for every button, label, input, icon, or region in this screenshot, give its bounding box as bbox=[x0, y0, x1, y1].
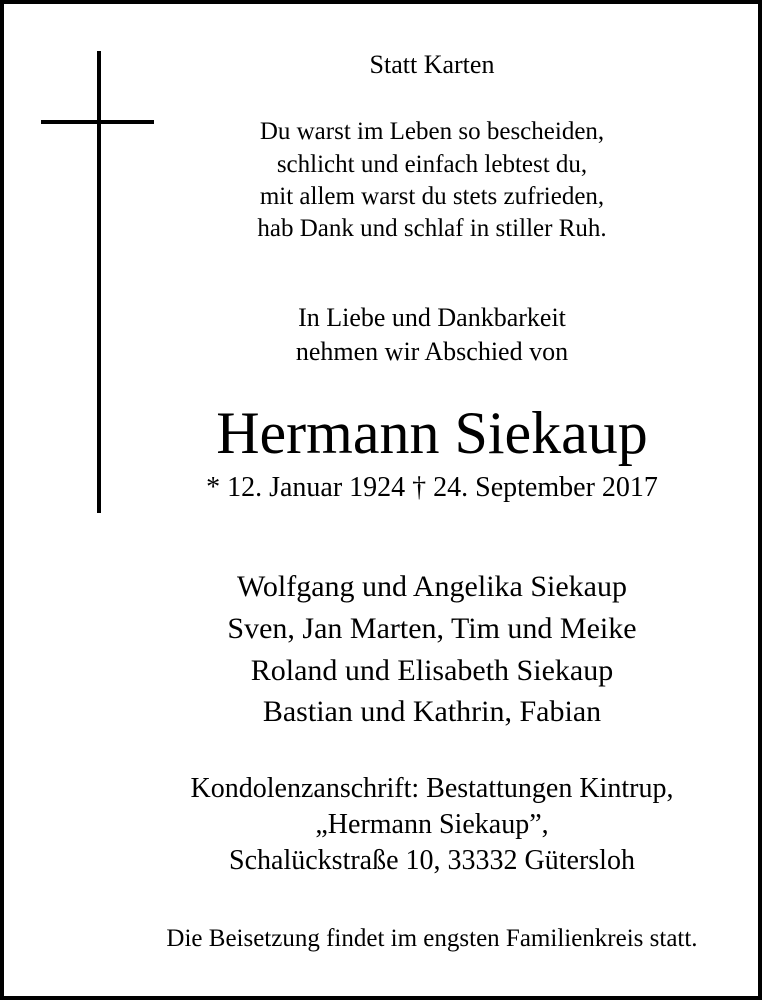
life-dates: * 12. Januar 1924 † 24. September 2017 bbox=[206, 472, 658, 503]
family-line: Sven, Jan Marten, Tim und Meike bbox=[227, 612, 637, 645]
notice-heading: Statt Karten bbox=[369, 50, 495, 79]
condolence-address-line: Schalückstraße 10, 33332 Gütersloh bbox=[229, 845, 635, 876]
family-line: Roland und Elisabeth Siekaup bbox=[250, 654, 614, 687]
deceased-name: Hermann Siekaup bbox=[216, 400, 648, 466]
intro-line: In Liebe und Dankbarkeit bbox=[298, 303, 566, 332]
poem-line: Du warst im Leben so bescheiden, bbox=[259, 118, 605, 145]
family-line: Bastian und Kathrin, Fabian bbox=[262, 695, 602, 728]
poem-line: mit allem warst du stets zufrieden, bbox=[259, 183, 605, 210]
burial-note: Die Beisetzung findet im engsten Familienkreis statt. bbox=[166, 925, 698, 952]
condolence-address-line: Kondolenzanschrift: Bestattungen Kintrup, bbox=[190, 773, 674, 804]
family-line: Wolfgang und Angelika Siekaup bbox=[236, 570, 627, 603]
poem-line: schlicht und einfach lebtest du, bbox=[276, 151, 588, 178]
intro-line: nehmen wir Abschied von bbox=[295, 337, 569, 366]
poem-line: hab Dank und schlaf in stiller Ruh. bbox=[257, 215, 607, 242]
condolence-address-line: „Hermann Siekaup”, bbox=[315, 809, 549, 840]
